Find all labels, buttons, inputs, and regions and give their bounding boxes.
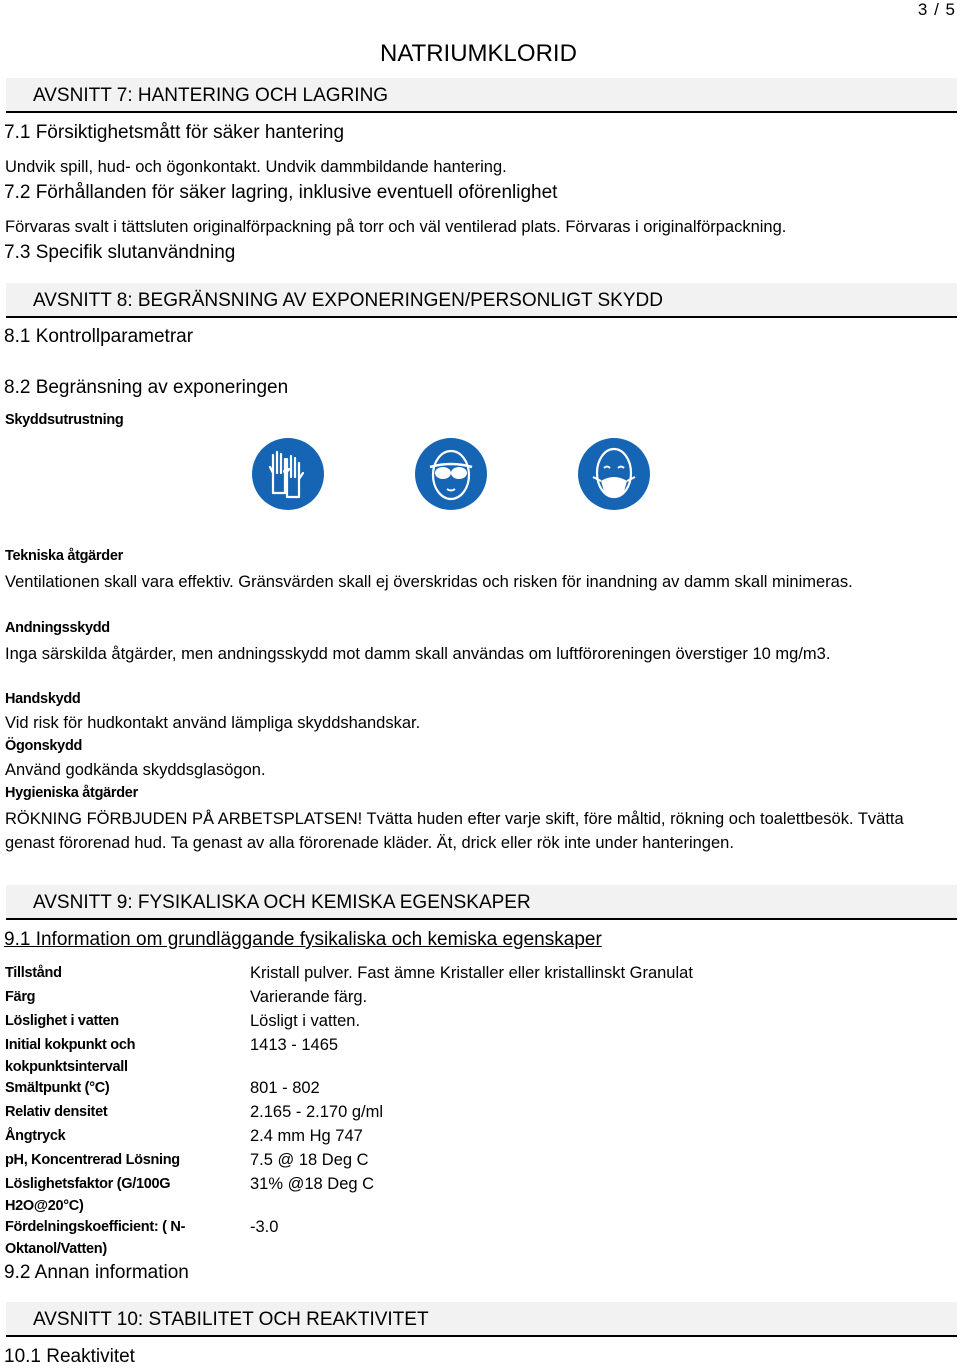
section-7-header: [6, 78, 957, 113]
property-value: Kristall pulver. Fast ämne Kristaller eller kristallinskt Granulat: [250, 964, 693, 982]
section-9-header: [6, 885, 957, 920]
gloves-icon: [251, 437, 325, 511]
hand-protection-text: Vid risk för hudkontakt använd lämpliga skyddshandskar.: [5, 714, 421, 732]
eye-protection-text: Använd godkända skyddsglasögon.: [5, 761, 266, 779]
property-value: 31% @18 Deg C: [250, 1175, 375, 1193]
property-value: 801 - 802: [250, 1079, 320, 1097]
section-9-heading: AVSNITT 9: FYSIKALISKA OCH KEMISKA EGENSKAPER: [33, 892, 531, 913]
section-7-heading: AVSNITT 7: HANTERING OCH LAGRING: [33, 85, 389, 106]
subsection-7-2-title: 7.2 Förhållanden för säker lagring, inklusive eventuell oförenlighet: [4, 182, 558, 203]
subsection-10-1-title: 10.1 Reaktivitet: [4, 1346, 135, 1367]
property-label: Löslighetsfaktor (G/100G H2O@20°C): [5, 1176, 171, 1214]
subsection-8-1-title: 8.1 Kontrollparametrar: [4, 326, 194, 347]
property-label: Ångtryck: [5, 1128, 66, 1144]
subsection-8-2-title: 8.2 Begränsning av exponeringen: [4, 377, 289, 398]
technical-measures-label: Tekniska åtgärder: [5, 548, 123, 564]
property-label: Löslighet i vatten: [5, 1013, 119, 1029]
property-value: Varierande färg.: [250, 988, 368, 1006]
property-label: Tillstånd: [5, 965, 62, 981]
property-value: Lösligt i vatten.: [250, 1012, 361, 1030]
dust-mask-icon: [577, 437, 651, 511]
respiratory-protection-label: Andningsskydd: [5, 620, 110, 636]
hygiene-measures-text: RÖKNING FÖRBJUDEN PÅ ARBETSPLATSEN! Tvätta huden efter varje skift, före måltid, rökning och toalettbesök. Tvätta genast förorenad hud. Ta genast av alla förorenade kläder. Ät, drick eller rök inte under hanteringen.: [5, 810, 904, 852]
page-number: 3 / 5: [917, 0, 956, 19]
subsection-7-3-title: 7.3 Specifik slutanvändning: [4, 242, 236, 263]
section-10-header: [6, 1302, 957, 1337]
respiratory-protection-text: Inga särskilda åtgärder, men andningsskydd mot damm skall användas om luftföroreningen överstiger 10 mg/m3.: [5, 645, 831, 663]
subsection-7-1-title: 7.1 Försiktighetsmått för säker hantering: [4, 122, 345, 143]
property-label: Initial kokpunkt och kokpunktsintervall: [5, 1037, 136, 1075]
property-value: 7.5 @ 18 Deg C: [250, 1151, 369, 1169]
property-label: Relativ densitet: [5, 1104, 108, 1120]
subsection-7-2-text: Förvaras svalt i tättsluten originalförpackning på torr och väl ventilerad plats. Förvaras i originalförpackning.: [5, 218, 787, 236]
property-value: 2.165 - 2.170 g/ml: [250, 1103, 383, 1121]
property-value: -3.0: [250, 1218, 279, 1236]
technical-measures-text: Ventilationen skall vara effektiv. Gränsvärden skall ej överskridas och risken för inandning av damm skall minimeras.: [5, 573, 853, 591]
hand-protection-label: Handskydd: [5, 691, 81, 707]
subsection-7-1-text: Undvik spill, hud- och ögonkontakt. Undvik dammbildande hantering.: [5, 158, 507, 176]
property-value: 2.4 mm Hg 747: [250, 1127, 363, 1145]
property-value: 1413 - 1465: [250, 1036, 339, 1054]
subsection-9-2-title: 9.2 Annan information: [4, 1262, 189, 1283]
subsection-9-1-title: 9.1 Information om grundläggande fysikaliska och kemiska egenskaper: [4, 929, 602, 950]
section-8-heading: AVSNITT 8: BEGRÄNSNING AV EXPONERINGEN/PERSONLIGT SKYDD: [33, 290, 663, 311]
property-label: Smältpunkt (°C): [5, 1080, 110, 1096]
property-label: pH, Koncentrerad Lösning: [5, 1152, 180, 1168]
property-label: Fördelningskoefficient: ( N-Oktanol/Vatten): [5, 1219, 186, 1257]
hygiene-measures-label: Hygieniska åtgärder: [5, 785, 138, 801]
section-10-heading: AVSNITT 10: STABILITET OCH REAKTIVITET: [33, 1309, 429, 1330]
eye-protection-label: Ögonskydd: [5, 738, 83, 754]
goggles-icon: [414, 437, 488, 511]
ppe-label: Skyddsutrustning: [5, 412, 124, 428]
section-8-header: [6, 283, 957, 318]
document-title: NATRIUMKLORID: [380, 40, 577, 67]
property-label: Färg: [5, 989, 36, 1005]
